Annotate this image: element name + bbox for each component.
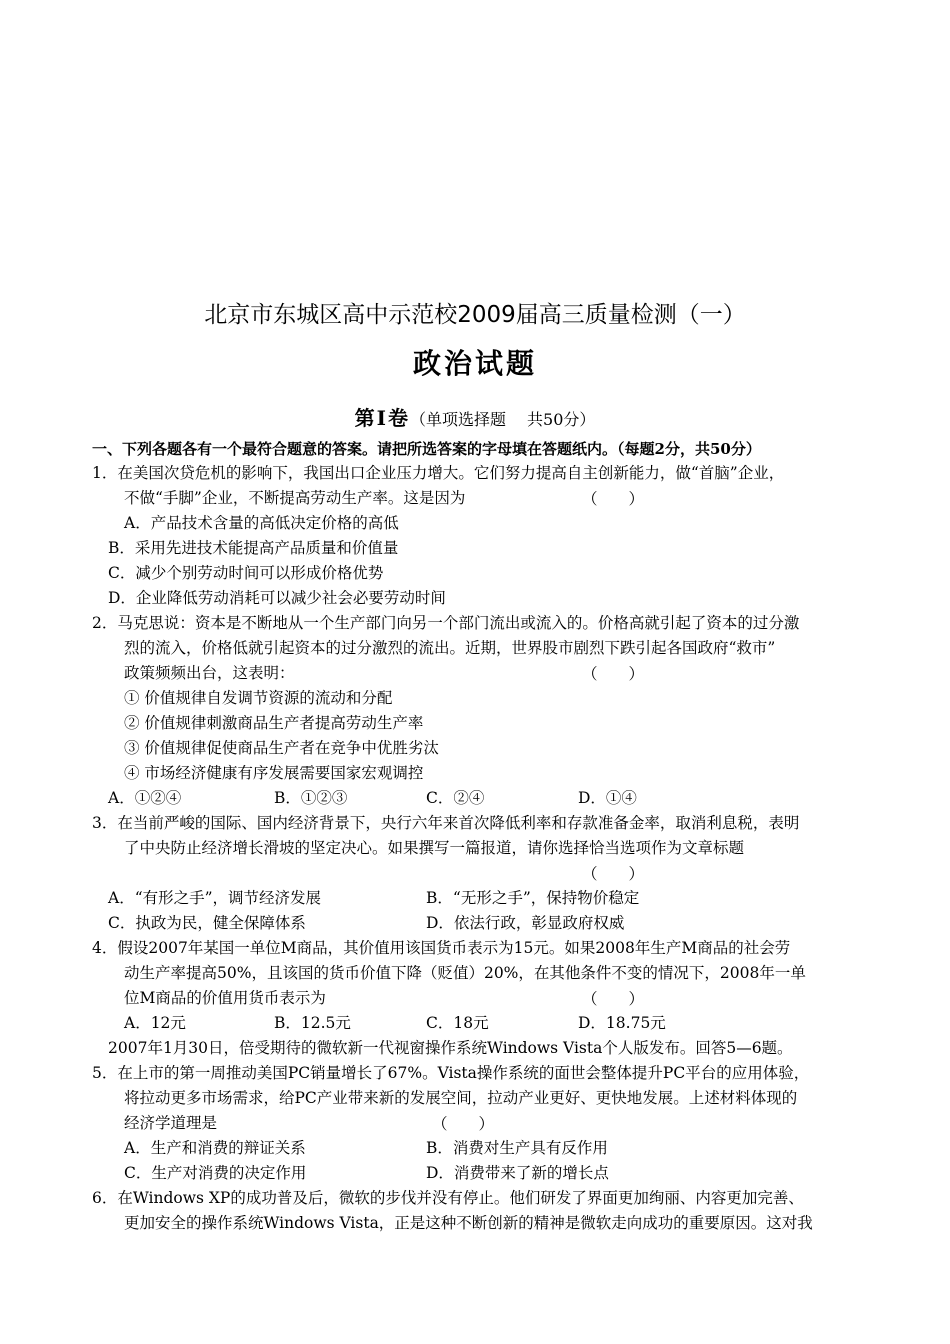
q5-option-b: B．消费对生产具有反作用 [426, 1139, 608, 1157]
q2-option-c: C．②④ [426, 789, 485, 807]
q2-statement-4: ④ 市场经济健康有序发展需要国家宏观调控 [124, 764, 424, 782]
section-label: 第Ⅰ卷 [354, 406, 410, 430]
q1-option-b: B．采用先进技术能提高产品质量和价值量 [108, 539, 399, 557]
q4-stem-line1: 4．假设2007年某国一单位M商品，其价值用该国货币表示为15元。如果2008年生产M商品的社会劳 [92, 939, 791, 957]
q3-option-b: B．“无形之手”，保持物价稳定 [426, 889, 640, 907]
q2-statement-2: ② 价值规律刺激商品生产者提高劳动生产率 [124, 714, 424, 732]
q6-stem-line1: 6．在Windows XP的成功普及后，微软的步伐并没有停止。他们研发了界面更加绚丽、内容更加完善、 [92, 1189, 804, 1207]
q6-stem-line2: 更加安全的操作系统Windows Vista，正是这种不断创新的精神是微软走向成功的重要原因。这对我 [124, 1214, 813, 1232]
q1-answer-blank: （ ） [582, 490, 645, 508]
q4-answer-blank: （ ） [582, 990, 645, 1008]
q2-stem-line3: 政策频频出台，这表明： [124, 664, 295, 682]
q2-answer-blank: （ ） [582, 665, 645, 683]
q2-statement-3: ③ 价值规律促使商品生产者在竞争中优胜劣汰 [124, 739, 439, 757]
q2-stem-line2: 烈的流入，价格低就引起资本的过分激烈的流出。近期，世界股市剧烈下跌引起各国政府“救市” [124, 639, 776, 657]
exam-subtitle: 政治试题 [412, 347, 537, 380]
instruction: 一、下列各题各有一个最符合题意的答案。请把所选答案的字母填在答题纸内。（每题2分，共50分） [92, 440, 761, 458]
q5-stem-line2: 将拉动更多市场需求，给PC产业带来新的发展空间，拉动产业更好、更快地发展。上述材料体现的 [124, 1089, 798, 1107]
q4-option-b: B．12.5元 [274, 1014, 351, 1032]
q1-stem-line1: 1．在美国次贷危机的影响下，我国出口企业压力增大。它们努力提高自主创新能力，做“首脑”企业， [92, 464, 785, 482]
q1-option-c: C．减少个别劳动时间可以形成价格优势 [108, 564, 384, 582]
q3-stem-line1: 3．在当前严峻的国际、国内经济背景下，央行六年来首次降低利率和存款准备金率，取消利息税，表明 [92, 814, 800, 832]
q2-option-b: B．①②③ [274, 789, 348, 807]
q1-option-a: A．产品技术含量的高低决定价格的高低 [124, 514, 399, 532]
q3-stem-line2: 了中央防止经济增长滑坡的坚定决心。如果撰写一篇报道，请你选择恰当选项作为文章标题 [124, 839, 745, 857]
q5-option-d: D．消费带来了新的增长点 [426, 1164, 609, 1182]
q2-option-d: D．①④ [578, 789, 637, 807]
q2-option-a: A．①②④ [108, 789, 182, 807]
exam-title: 北京市东城区高中示范校2009届高三质量检测（一） [204, 302, 746, 328]
q4-option-d: D．18.75元 [578, 1014, 666, 1032]
q2-stem-line1: 2．马克思说：资本是不断地从一个生产部门向另一个部门流出或流入的。价格高就引起了资本的过分激 [92, 614, 800, 632]
q3-option-a: A．“有形之手”，调节经济发展 [108, 889, 322, 907]
q5-option-a: A．生产和消费的辩证关系 [124, 1139, 306, 1157]
q1-option-d: D．企业降低劳动消耗可以减少社会必要劳动时间 [108, 589, 446, 607]
q4-option-a: A．12元 [124, 1014, 186, 1032]
q1-stem-line2: 不做“手脚”企业，不断提高劳动生产率。这是因为 [124, 489, 466, 507]
q4-option-c: C．18元 [426, 1014, 489, 1032]
q4-stem-line3: 位M商品的价值用货币表示为 [124, 989, 326, 1007]
section-note: （单项选择题 共50分） [409, 410, 596, 429]
q5-answer-blank: （ ） [432, 1115, 495, 1133]
q3-option-c: C．执政为民，健全保障体系 [108, 914, 306, 932]
q5-stem-line1: 5．在上市的第一周推动美国PC销量增长了67%。Vista操作系统的面世会整体提升PC平台的应用体验， [92, 1064, 810, 1082]
q2-statement-1: ① 价值规律自发调节资源的流动和分配 [124, 689, 393, 707]
material-intro: 2007年1月30日，倍受期待的微软新一代视窗操作系统Windows Vista个人版发布。回答5—6题。 [108, 1039, 793, 1057]
q5-stem-line3: 经济学道理是 [124, 1114, 218, 1132]
q3-answer-blank: （ ） [582, 865, 645, 883]
section-heading [0, 402, 950, 431]
q3-option-d: D．依法行政，彰显政府权威 [426, 914, 625, 932]
q5-option-c: C．生产对消费的决定作用 [124, 1164, 307, 1182]
q4-stem-line2: 动生产率提高50%，且该国的货币价值下降（贬值）20%，在其他条件不变的情况下，2008年一单 [124, 964, 806, 982]
